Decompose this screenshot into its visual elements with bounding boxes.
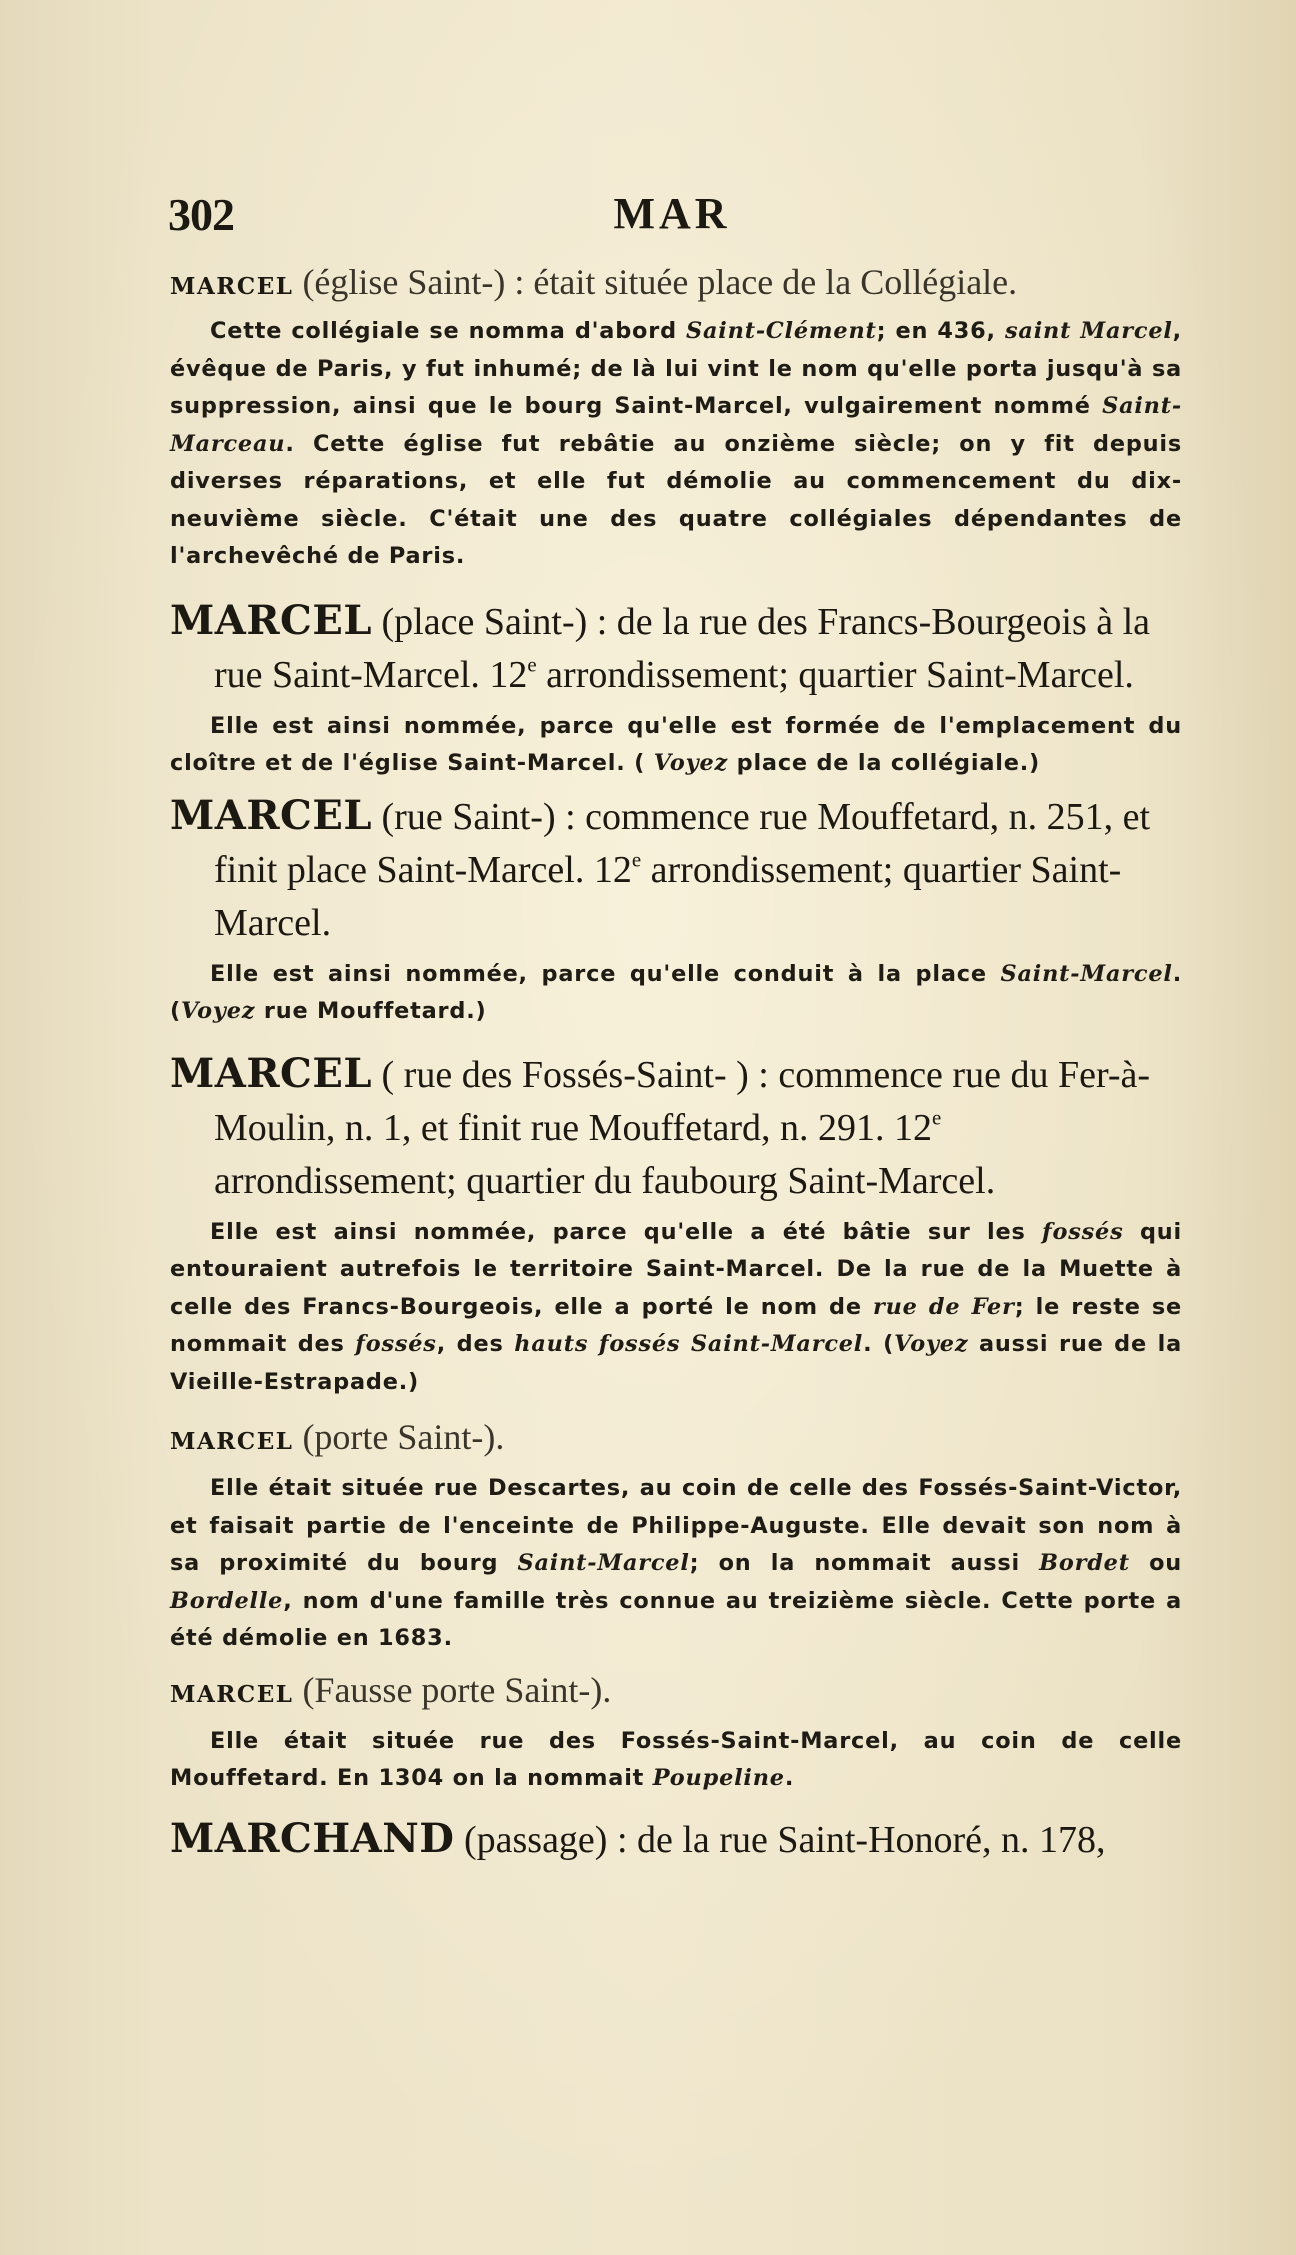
italic-run: fossés <box>1042 1218 1124 1245</box>
entry-body <box>170 1723 1182 1798</box>
text-run: qui entouraient autrefois le territoire Saint-Marcel. De la rue de la Muette à celle des Francs-Bourgeois, elle a porté le nom de <box>170 1218 1182 1320</box>
entry-marcel-fausse-porte <box>170 1666 1182 1798</box>
entry-headline <box>170 1812 1182 1867</box>
entry-marcel-rue-des-fosses <box>170 1047 1182 1402</box>
italic-run: Saint-Clément <box>686 318 877 344</box>
text-run: . ( <box>863 1331 895 1357</box>
italic-run: Saint-Marcel <box>1000 960 1173 987</box>
text-run: place de la collégiale.) <box>728 750 1041 776</box>
italic-run: fossés <box>355 1331 437 1357</box>
entry-marcel-rue <box>170 789 1182 1031</box>
entry-keyword: MARCEL <box>170 1680 294 1708</box>
page-content <box>170 258 1182 1867</box>
text-run: ; en 436, <box>876 318 1006 344</box>
text-run: , évêque de Paris, y fut inhumé; de là lui vint le nom qu'elle porta jusqu'à sa suppression, ainsi que le bourg Saint-Marcel, vulgairement nommé <box>170 318 1182 419</box>
italic-run: Bordelle <box>170 1587 284 1614</box>
italic-run: saint Marcel <box>1005 318 1173 344</box>
entry-body <box>170 708 1182 783</box>
entry-body <box>170 956 1182 1031</box>
text-run: Elle est ainsi nommée, parce qu'elle conduit à la place <box>210 960 1001 987</box>
text-run: arrondissement; quartier Saint-Marcel. <box>536 653 1134 696</box>
entry-descriptor: (passage) : de la rue Saint-Honoré, n. 178, <box>454 1818 1106 1861</box>
entry-keyword: MARCEL <box>170 791 373 839</box>
entry-keyword: MARCEL <box>170 1428 294 1455</box>
italic-run: hauts fossés Saint-Marcel <box>514 1331 864 1357</box>
entry-descriptor: (église Saint-) : était située place de la Collégiale. <box>293 262 1018 302</box>
italic-run: Saint-Marcel <box>517 1550 690 1576</box>
text-run: , nom d'une famille très connue au treizième siècle. Cette porte a été démolie en 1683. <box>170 1587 1182 1651</box>
entry-descriptor: (Fausse porte Saint-). <box>293 1669 612 1710</box>
entry-headline <box>170 1413 1182 1466</box>
text-run: ( rue des Fossés-Saint- ) : commence rue du Fer-à-Moulin, n. 1, et finit rue Mouffetard, n. 291. 12 <box>214 1053 1151 1149</box>
text-run: Elle est ainsi nommée, parce qu'elle est formée de l'emplacement du cloître et de l'église Saint-Marcel. ( <box>170 712 1182 776</box>
text-run: Elle était située rue des Fossés-Saint-Marcel, au coin de celle Mouffetard. En 1304 on la nommait <box>170 1727 1182 1791</box>
entry-marcel-eglise <box>170 258 1182 576</box>
superscript-run: e <box>631 846 642 871</box>
text-run: ; on la nommait aussi <box>689 1550 1040 1576</box>
text-run: (place Saint-) : de la rue des Francs-Bourgeois à la rue Saint-Marcel. 12 <box>214 600 1151 696</box>
italic-run: Saint-Marceau <box>170 393 1182 457</box>
text-run: rue Mouffetard.) <box>255 998 487 1024</box>
entry-headline <box>170 1666 1182 1719</box>
text-run: Cette collégiale se nomma d'abord <box>210 318 687 344</box>
entry-body <box>170 1470 1182 1658</box>
running-head: MAR <box>613 189 731 238</box>
entry-marchand-passage <box>170 1812 1182 1867</box>
entry-headline <box>170 594 1182 702</box>
entry-body <box>170 1214 1182 1402</box>
entry-marcel-porte <box>170 1413 1182 1658</box>
text-run: . <box>784 1765 795 1791</box>
entry-headline <box>170 789 1182 950</box>
text-run: ; le reste se nommait des <box>170 1293 1183 1357</box>
text-run: arrondissement; quartier du faubourg Saint-Marcel. <box>214 1159 996 1202</box>
italic-run: Voyez <box>653 750 729 776</box>
entry-keyword: MARCEL <box>170 596 373 644</box>
text-run: , des <box>436 1331 515 1357</box>
text-run: Elle était située rue Descartes, au coin de celle des Fossés-Saint-Victor, et faisait partie de l'enceinte de Philippe-Auguste. Elle devait son nom à sa proximité du bourg <box>170 1475 1182 1576</box>
text-run: . ( <box>170 960 1182 1024</box>
italic-run: Voyez <box>894 1331 969 1357</box>
entry-descriptor: (porte Saint-). <box>293 1417 505 1457</box>
text-run: . Cette église fut rebâtie au onzième siècle; on y fit depuis diverses réparations, et elle fut démolie au commencement du dix-neuvième siècle. C'était une des quatre collégiales dépendantes de l'archevêché de Paris. <box>170 430 1182 569</box>
italic-run: rue de Fer <box>873 1293 1015 1320</box>
entry-keyword: MARCEL <box>170 1049 373 1097</box>
entry-keyword: MARCEL <box>170 273 294 300</box>
italic-run: Poupeline <box>652 1765 785 1791</box>
text-run: arrondissement; quartier Saint-Marcel. <box>214 848 1122 944</box>
entry-headline <box>170 1047 1182 1208</box>
italic-run: Voyez <box>181 998 256 1024</box>
page-number: 302 <box>168 189 234 240</box>
superscript-run: e <box>527 651 537 676</box>
superscript-run: e <box>932 1104 942 1129</box>
text-run: (rue Saint-) : commence rue Mouffetard, n. 251, et finit place Saint-Marcel. 12 <box>214 795 1151 891</box>
entry-marcel-place <box>170 594 1182 783</box>
italic-run: Bordet <box>1039 1550 1130 1576</box>
entry-body <box>170 313 1182 576</box>
entry-headline <box>170 258 1182 311</box>
text-run: ou <box>1129 1550 1182 1576</box>
text-run: aussi rue de la Vieille-Estrapade.) <box>170 1331 1183 1395</box>
text-run: Elle est ainsi nommée, parce qu'elle a été bâtie sur les <box>210 1218 1043 1245</box>
page-header <box>168 188 1176 248</box>
entry-keyword: MARCHAND <box>170 1814 455 1862</box>
